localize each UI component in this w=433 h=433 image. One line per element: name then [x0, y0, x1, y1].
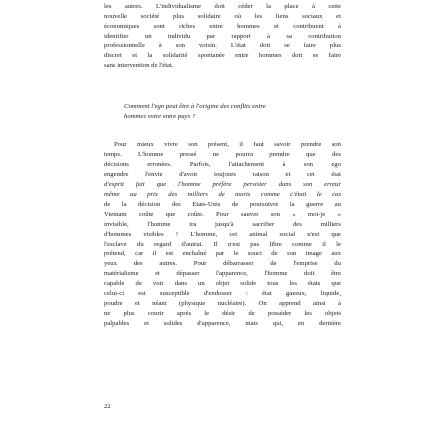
text-line: professionnelle à son voisin. L'état doit se faire plus: [104, 42, 341, 50]
text-line: l'esclave du regard d'autrui. Il n'est pas libre comme il le: [104, 240, 341, 248]
text-line: même au prix des milliers de morts comme c'était le cas: [104, 190, 341, 198]
text-line: engendre l'envie d'avoir toujours raison et cet état: [104, 170, 341, 178]
text-line: sans intervention de l'état.: [104, 62, 174, 70]
text-line: palpables et solides d'apparence, mais qui, en dernière: [104, 320, 341, 328]
question-line: hommes voire entre pays ?: [124, 113, 196, 120]
text-line: discret et la solidarité spontanée entre hommes doit se faire: [104, 52, 341, 60]
italic-question: [124, 102, 345, 122]
text-line: yeux des autres. Pour débarrasser de l'emprise du: [104, 260, 341, 268]
text-line: temps. L'homme pressé ne pourra prendre que des: [104, 150, 341, 158]
text-line: invisible, l'homme ira jusqu'à sacrifier des milliers: [104, 220, 341, 228]
text-line: capable de voir dans un objet solide tous les états que: [104, 280, 341, 288]
text-line: décisions erronées. Parfois, l'attachement à son ego: [104, 160, 341, 168]
text-line: d'esprit fait que l'homme préfère persister dans son erreur: [104, 180, 341, 188]
text-line: économiques sont riches entre hommes et contribuent à: [104, 22, 341, 30]
text-line: ne plus courir après le désir de posséder les objets: [104, 310, 341, 318]
paragraph-top: [104, 2, 341, 71]
text-line: poudre et néant (physique nucléaire). On apprend ainsi à: [104, 300, 341, 308]
text-line: identifier un individu par rapport à sa contribution: [104, 32, 341, 40]
text-line: matérialisme et dépasser l'apparence, l'homme doit être: [104, 270, 341, 278]
text-line: d'hommes visibles ! L'homme, cet animal social n'est que: [104, 230, 341, 238]
text-line: Vietnam coûte que coûte. Pour sauver son « moi-je »: [104, 210, 341, 218]
text-line: Pour mieux vivre son présent, il faut savoir prendre son: [114, 141, 341, 148]
text-line: les autres. L'individualisme doit céder la place à cette: [104, 3, 341, 10]
text-line: nouvelle société plus solidaire où les liens sociaux et: [104, 12, 341, 20]
text-line: celui-ci est susceptible d'endosser : état gazeux, liquide,: [104, 290, 341, 298]
page-number: 22: [104, 403, 111, 410]
paragraph-body: [104, 140, 341, 329]
text-line: de la décision des Etats-Unis de poursuivre la guerre au: [104, 200, 341, 208]
text-line: prétend, car il est enchaîné par le souci de son image aux: [104, 250, 341, 258]
question-line: Comment l'ego peut être à l'origine des conflits entre: [124, 103, 266, 110]
